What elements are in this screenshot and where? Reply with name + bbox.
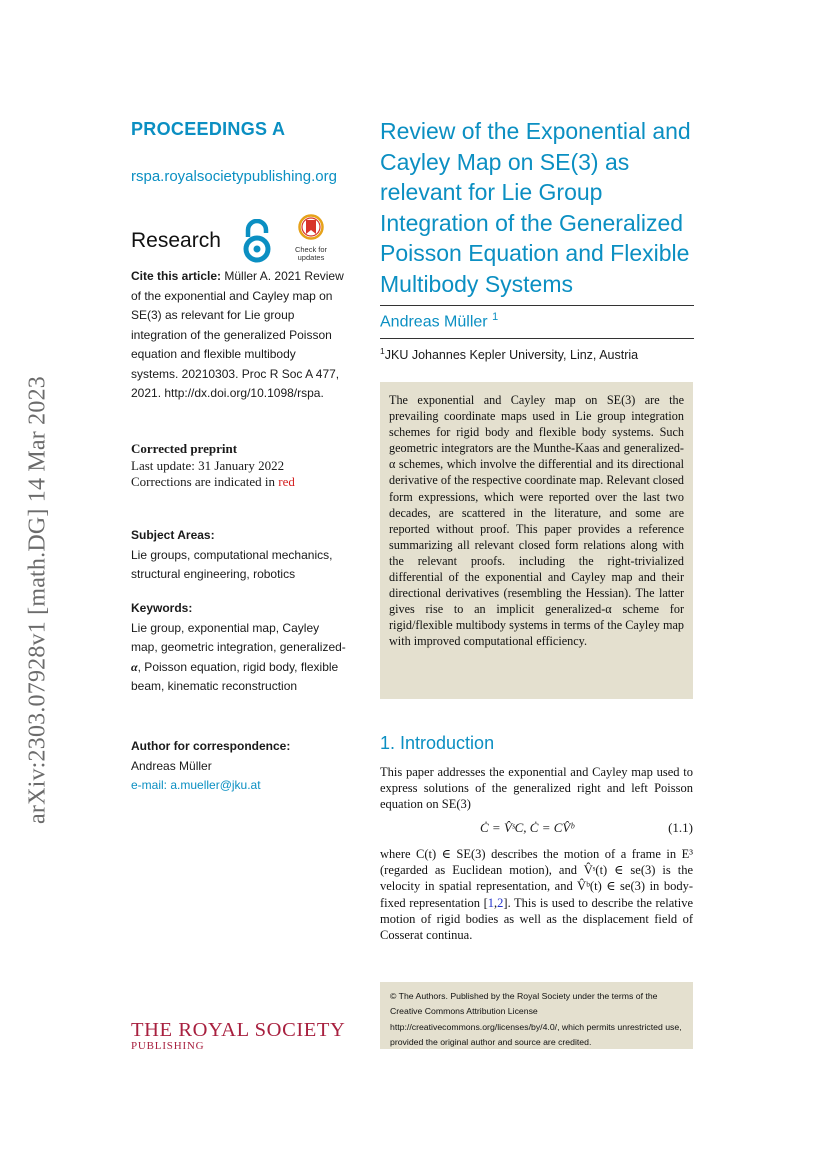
correspondence-email-link[interactable]: e-mail: a.mueller@jku.at [131,778,261,792]
royal-society-logo-sub: PUBLISHING [131,1040,205,1052]
equation-1-1 [380,820,693,840]
royal-society-logo: THE ROYAL SOCIETY [131,1019,346,1041]
check-for-updates-text: Check for updates [294,245,328,262]
last-update: Last update: 31 January 2022 [131,457,285,473]
section-heading-introduction: 1. Introduction [380,733,495,753]
corrections-note-text: Corrections are indicated in [131,474,276,489]
subject-areas-block [131,526,346,585]
abstract-text: The exponential and Cayley map on SE(3) are the prevailing coordinate maps used in Lie group integration schemes for rigid body and flexible body systems. Such geometric integrators are the Munthe-Kaas and generalized-α schemes, which involve the differential and its directional derivative of the respective coordinate map. Relevant closed form expressions, which were reported over the last two decades, are scattered in the literature, and some are reported without proof. This paper provides a reference summarizing all relevant closed form relations along with the relevant proofs. including the right-trivialized differential of the exponential and Cayley map and their directional derivatives (resembling the Hessian). The latter gives rise to an implicit generalized-α scheme for rigid/flexible multibody systems in terms of the Cayley map with improved computational efficiency. [389,393,684,649]
correspondence-block [131,737,346,796]
open-access-icon [241,219,273,263]
keywords-block [131,599,346,697]
author-name: Andreas Müller [380,313,488,331]
journal-name: PROCEEDINGS A [131,119,286,139]
keywords-heading: Keywords: [131,601,193,615]
correspondence-name: Andreas Müller [131,758,212,773]
license-box: © The Authors. Published by the Royal Society under the terms of the Creative Commons Attribution License http://creativecommons.org/licenses/by/4.0/, which permits unrestricted use, provided the original author and source are credited. [380,982,693,1049]
equation-number: (1.1) [668,820,693,835]
article-type-label: Research [131,229,221,252]
cite-text: Müller A. 2021 Review of the exponential and Cayley map on SE(3) as relevant for Lie group integration of the generalized Poisson equation and flexible multibody systems. 20210303. Proc R Soc A 477, 2021. http://dx.doi.org/10.1098/rspa. [131,269,344,400]
correspondence-heading: Author for correspondence: [131,739,291,753]
affiliation-sup: 1 [380,346,385,356]
corrections-red-word: red [278,474,295,489]
check-for-updates-badge[interactable] [289,214,333,264]
subject-areas-heading: Subject Areas: [131,528,215,542]
intro-paragraph-1: This paper addresses the exponential and Cayley map used to express solutions of the generalized right and left Poisson equation on SE(3) [380,765,693,812]
keywords-text: Lie group, exponential map, Cayley map, geometric integration, generalized-α, Poisson equation, rigid body, flexible beam, kinematic reconstruction [131,620,346,693]
affiliation [380,346,638,362]
abstract-box [380,382,693,699]
bookmark-ring-icon [289,214,333,240]
citation-link-2[interactable]: 2 [497,895,504,910]
equation-text: Ċ = V̂ˢC, Ċ = CV̂ᵇ [480,820,574,835]
affiliation-text: JKU Johannes Kepler University, Linz, Austria [384,348,639,363]
author-divider [380,338,694,339]
journal-url-link[interactable]: rspa.royalsocietypublishing.org [131,168,337,185]
author-line [380,311,498,331]
subject-areas-text: Lie groups, computational mechanics, structural engineering, robotics [131,547,333,581]
corrected-title: Corrected preprint [131,441,238,456]
corrected-preprint-block [131,441,346,491]
arxiv-side-stamp [20,340,56,860]
author-affil-sup: 1 [492,311,499,323]
citation-link-1[interactable]: 1 [487,895,495,910]
corrections-note [131,474,346,491]
intro-paragraph-2: where C(t) ∈ SE(3) describes the motion of a frame in E³ (regarded as Euclidean motion), and V̂ˢ(t) ∈ se(3) is the velocity in spatial representation, and V̂ᵇ(t) ∈ se(3) in body-fixed representation [1,2]. This is used to describe the relative motion of rigid bodies as well as the displacement field of Cosserat continua. [380,847,693,943]
title-divider [380,305,694,306]
paper-title: Review of the Exponential and Cayley Map on SE(3) as relevant for Lie Group Integration of the Generalized Poisson Equation and Flexible Multibody Systems [380,118,691,297]
arxiv-id-text: arXiv:2303.07928v1 [math.DG] 14 Mar 2023 [24,376,51,824]
alpha-symbol: α [131,659,138,674]
cite-label: Cite this article: [131,269,222,283]
citation-block [131,267,346,404]
